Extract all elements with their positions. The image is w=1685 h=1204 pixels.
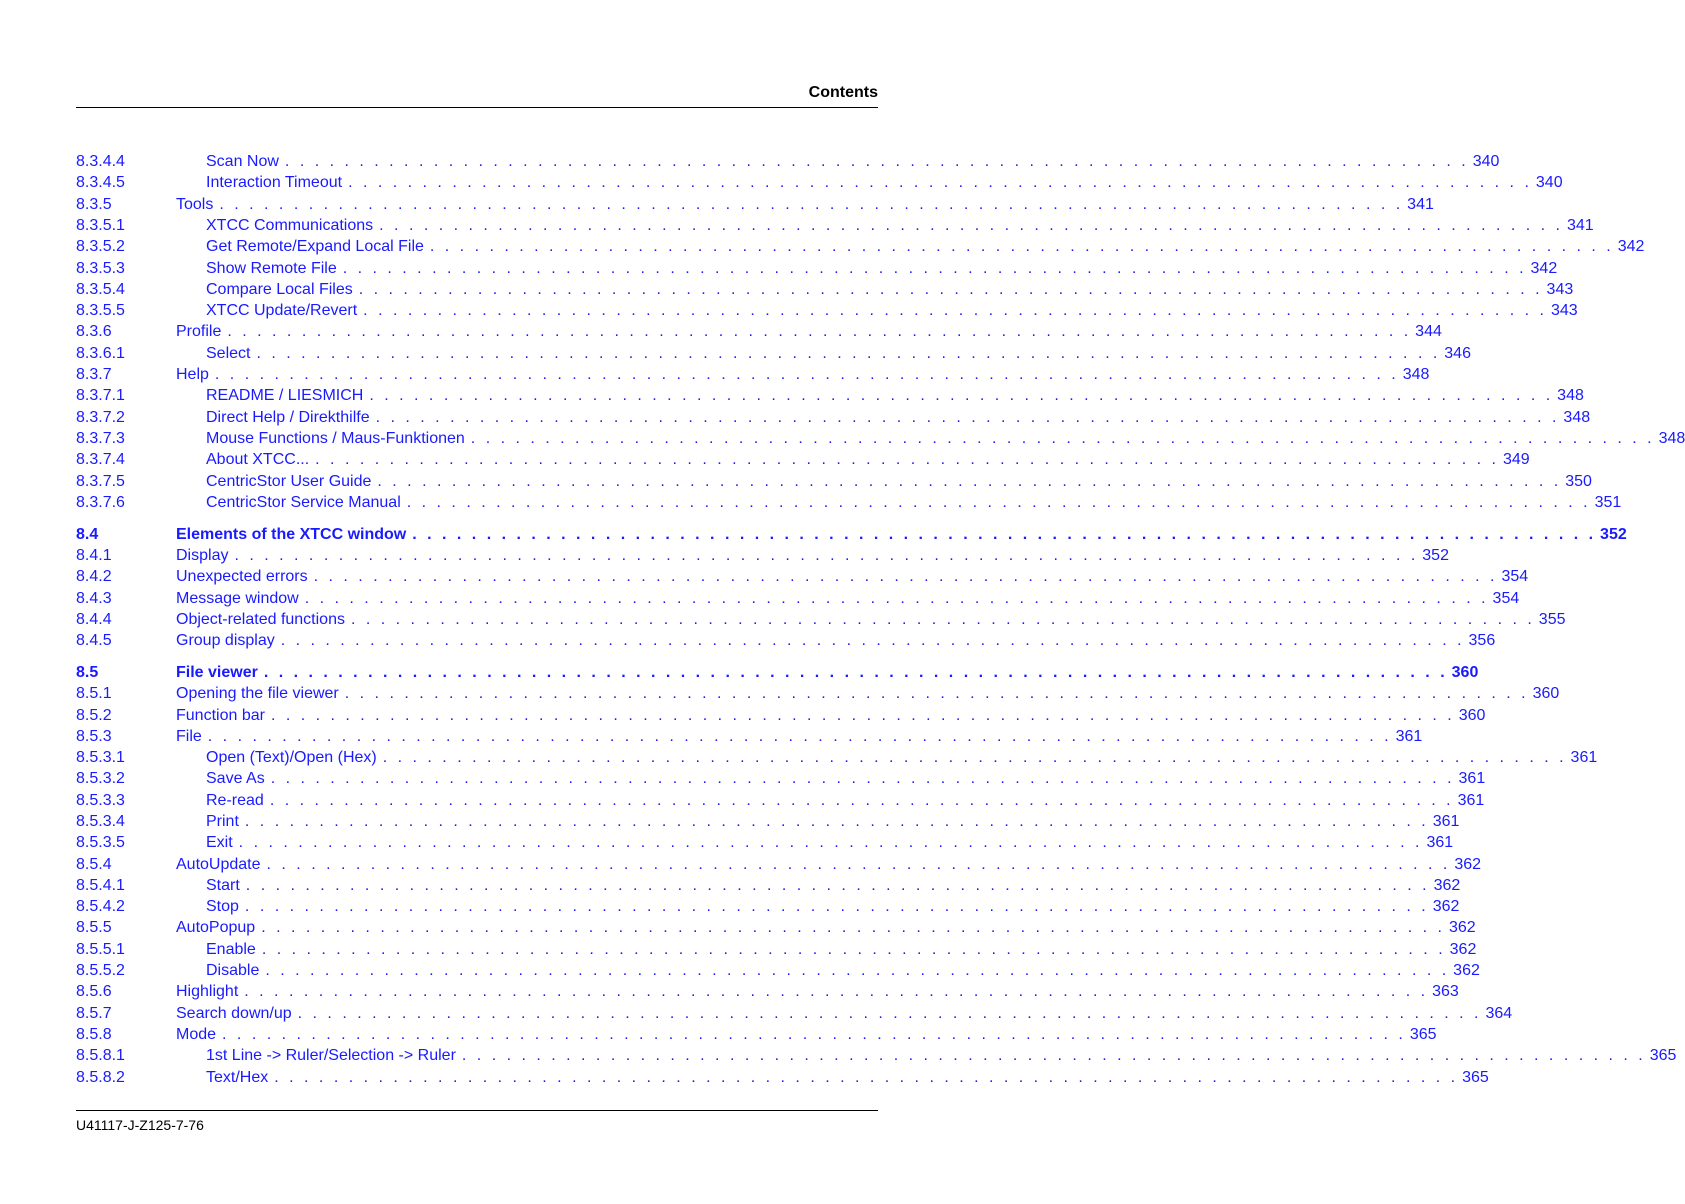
toc-row [0, 173, 1563, 193]
toc-dot-leader: . . . . . . . . . . . . . . . . . . . . . . . . . . . . . . . . . . . . . . . . . . . . . . . . . . . . . . . . . . . . . . . . . . . . . . . . . . . . . . . . [406, 494, 1591, 511]
page-header-title: Contents [808, 84, 878, 101]
toc-dot-leader: . . . . . . . . . . . . . . . . . . . . . . . . . . . . . . . . . . . . . . . . . . . . . . . . . . . . . . . . . . . . . . . . . . . . . . . . . . . . . . . . [214, 366, 1399, 383]
toc-entry-link[interactable] [206, 876, 1461, 896]
toc-entry-title: Get Remote/Expand Local File [206, 238, 424, 255]
toc-entry-page: 361 [1395, 728, 1423, 745]
toc-row [0, 1068, 1489, 1088]
toc-entry-link[interactable] [206, 791, 1485, 811]
toc-entry-link[interactable] [176, 610, 1566, 630]
toc-dot-leader: . . . . . . . . . . . . . . . . . . . . . . . . . . . . . . . . . . . . . . . . . . . . . . . . . . . . . . . . . . . . . . . . . . . . . . . . . . . . . . . . [270, 770, 1455, 787]
toc-entry-page: 364 [1485, 1005, 1513, 1022]
toc-row [0, 727, 1423, 747]
toc-entry-page: 362 [1432, 898, 1460, 915]
toc-entry-page: 363 [1432, 983, 1459, 1000]
toc-entry-number[interactable]: 8.4.4 [76, 611, 112, 628]
toc-entry-link[interactable] [206, 280, 1574, 300]
toc-entry-link[interactable] [206, 216, 1594, 236]
toc-entry-number[interactable]: 8.5.5.1 [76, 941, 125, 958]
toc-dot-leader: . . . . . . . . . . . . . . . . . . . . . . . . . . . . . . . . . . . . . . . . . . . . . . . . . . . . . . . . . . . . . . . . . . . . . . . . . . . . . . . . [244, 813, 1429, 830]
toc-entry-title: Text/Hex [206, 1069, 269, 1086]
toc-entry-page: 349 [1502, 451, 1530, 468]
toc-row [0, 301, 1578, 321]
toc-entry-title: CentricStor Service Manual [206, 494, 401, 511]
toc-row [0, 918, 1476, 938]
toc-entry-link[interactable] [176, 1025, 1437, 1045]
toc-entry-title: Display [176, 547, 229, 564]
toc-entry-page: 342 [1617, 238, 1645, 255]
toc-row [0, 493, 1622, 513]
toc-entry-page: 361 [1457, 792, 1485, 809]
toc-entry-number[interactable]: 8.4.1 [76, 547, 112, 564]
toc-row [0, 855, 1482, 875]
toc-entry-title: Highlight [176, 983, 239, 1000]
toc-entry-title: Tools [176, 196, 214, 213]
toc-entry-link[interactable] [206, 152, 1500, 172]
toc-entry-number[interactable]: 8.3.5 [76, 196, 112, 213]
toc-entry-title: AutoPopup [176, 919, 256, 936]
toc-entry-number[interactable]: 8.5.6 [76, 983, 112, 1000]
toc-entry-page: 356 [1468, 632, 1496, 649]
toc-entry-page: 348 [1557, 387, 1584, 404]
toc-row [0, 812, 1460, 832]
toc-entry-title: Select [206, 345, 251, 362]
toc-dot-leader: . . . . . . . . . . . . . . . . . . . . . . . . . . . . . . . . . . . . . . . . . . . . . . . . . . . . . . . . . . . . . . . . . . . . . . . . . . . . . . . . [429, 238, 1614, 255]
toc-entry-page: 352 [1422, 547, 1449, 564]
toc-entry-number[interactable]: 8.5.3.5 [76, 834, 125, 851]
toc-row [0, 322, 1442, 342]
toc-row [0, 472, 1592, 492]
toc-entry-title: Show Remote File [206, 260, 337, 277]
toc-entry-page: 365 [1462, 1069, 1489, 1086]
toc-entry-page: 344 [1415, 323, 1442, 340]
toc-entry-title: Open (Text)/Open (Hex) [206, 749, 377, 766]
toc-entry-number[interactable]: 8.5.8.2 [76, 1069, 125, 1086]
toc-row [0, 567, 1529, 587]
toc-row [0, 344, 1471, 364]
toc-dot-leader: . . . . . . . . . . . . . . . . . . . . . . . . . . . . . . . . . . . . . . . . . . . . . . . . . . . . . . . . . . . . . . . . . . . . . . . . . . . . . . . . [270, 707, 1455, 724]
toc-row [0, 833, 1454, 853]
toc-dot-leader: . . . . . . . . . . . . . . . . . . . . . . . . . . . . . . . . . . . . . . . . . . . . . . . . . . . . . . . . . . . . . . . . . . . . . . . . . . . . . . . . [269, 792, 1454, 809]
toc-entry-link[interactable] [206, 259, 1558, 279]
toc-entry-number[interactable]: 8.3.5.1 [76, 217, 125, 234]
toc-entry-page: 362 [1433, 877, 1461, 894]
toc-entry-title: Re-read [206, 792, 264, 809]
toc-dot-leader: . . . . . . . . . . . . . . . . . . . . . . . . . . . . . . . . . . . . . . . . . . . . . . . . . . . . . . . . . . . . . . . . . . . . . . . . . . . . . . . . [304, 590, 1489, 607]
toc-row [0, 259, 1558, 279]
toc-entry-link[interactable] [206, 429, 1685, 449]
toc-entry-number[interactable]: 8.3.5.4 [76, 281, 125, 298]
toc-dot-leader: . . . . . . . . . . . . . . . . . . . . . . . . . . . . . . . . . . . . . . . . . . . . . . . . . . . . . . . . . . . . . . . . . . . . . . . . . . . . . . . . [382, 749, 1567, 766]
toc-entry-number[interactable]: 8.3.5.5 [76, 302, 125, 319]
toc-entry-link[interactable] [206, 408, 1591, 428]
toc-entry-title: 1st Line -> Ruler/Selection -> Ruler [206, 1047, 456, 1064]
toc-entry-title: Save As [206, 770, 265, 787]
toc-row [0, 450, 1530, 470]
toc-dot-leader: . . . . . . . . . . . . . . . . . . . . . . . . . . . . . . . . . . . . . . . . . . . . . . . . . . . . . . . . . . . . . . . . . . . . . . . . . . . . . . . . [342, 260, 1527, 277]
toc-entry-number[interactable]: 8.5.3 [76, 728, 112, 745]
toc-entry-title: Function bar [176, 707, 265, 724]
toc-dot-leader: . . . . . . . . . . . . . . . . . . . . . . . . . . . . . . . . . . . . . . . . . . . . . . . . . . . . . . . . . . . . . . . . . . . . . . . . . . . . . . . . [470, 430, 1655, 447]
toc-entry-title: Message window [176, 590, 299, 607]
toc-dot-leader: . . . . . . . . . . . . . . . . . . . . . . . . . . . . . . . . . . . . . . . . . . . . . . . . . . . . . . . . . . . . . . . . . . . . . . . . . . . . . . . . [244, 898, 1429, 915]
toc-entry-title: Unexpected errors [176, 568, 308, 585]
toc-entry-number[interactable]: 8.3.7.1 [76, 387, 125, 404]
toc-entry-link[interactable] [176, 567, 1529, 587]
toc-entry-title: Help [176, 366, 209, 383]
toc-dot-leader: . . . . . . . . . . . . . . . . . . . . . . . . . . . . . . . . . . . . . . . . . . . . . . . . . . . . . . . . . . . . . . . . . . . . . . . . . . . . . . . . [265, 962, 1450, 979]
toc-entry-number[interactable]: 8.5.3.4 [76, 813, 125, 830]
toc-entry-link[interactable] [176, 322, 1442, 342]
toc-entry-link[interactable] [176, 727, 1423, 747]
toc-entry-page: 360 [1458, 707, 1486, 724]
toc-entry-link[interactable] [176, 631, 1496, 651]
toc-entry-link[interactable] [206, 748, 1598, 768]
toc-entry-number[interactable]: 8.3.7.5 [76, 473, 125, 490]
toc-entry-page: 346 [1444, 345, 1471, 362]
toc-entry-link[interactable] [176, 589, 1520, 609]
toc-entry-title: File viewer [176, 664, 258, 681]
toc-entry-title: Opening the file viewer [176, 685, 339, 702]
toc-entry-link[interactable] [206, 301, 1578, 321]
toc-row [0, 365, 1430, 385]
toc-entry-title: AutoUpdate [176, 856, 261, 873]
toc-entry-link[interactable] [176, 918, 1476, 938]
toc-entry-link[interactable] [206, 940, 1477, 960]
toc-entry-page: 361 [1426, 834, 1454, 851]
toc-row [0, 1046, 1677, 1066]
toc-entry-page: 362 [1449, 941, 1477, 958]
toc-entry-title: XTCC Update/Revert [206, 302, 358, 319]
toc-entry-number[interactable]: 8.5.3.1 [76, 749, 125, 766]
toc-entry-title: Stop [206, 898, 239, 915]
toc-entry-link[interactable] [176, 982, 1459, 1002]
toc-entry-page: 361 [1570, 749, 1598, 766]
toc-dot-leader: . . . . . . . . . . . . . . . . . . . . . . . . . . . . . . . . . . . . . . . . . . . . . . . . . . . . . . . . . . . . . . . . . . . . . . . . . . . . . . . . [245, 877, 1430, 894]
toc-dot-leader: . . . . . . . . . . . . . . . . . . . . . . . . . . . . . . . . . . . . . . . . . . . . . . . . . . . . . . . . . . . . . . . . . . . . . . . . . . . . . . . . [219, 196, 1404, 213]
toc-dot-leader: . . . . . . . . . . . . . . . . . . . . . . . . . . . . . . . . . . . . . . . . . . . . . . . . . . . . . . . . . . . . . . . . . . . . . . . . . . . . . . . . [280, 632, 1465, 649]
toc-row [0, 152, 1500, 172]
toc-entry-page: 343 [1546, 281, 1574, 298]
toc-entry-number[interactable]: 8.3.7.6 [76, 494, 125, 511]
toc-dot-leader: . . . . . . . . . . . . . . . . . . . . . . . . . . . . . . . . . . . . . . . . . . . . . . . . . . . . . . . . . . . . . . . . . . . . . . . . . . . . . . . . [261, 941, 1446, 958]
toc-row [0, 195, 1434, 215]
toc-entry-title: Exit [206, 834, 233, 851]
toc-dot-leader: . . . . . . . . . . . . . . . . . . . . . . . . . . . . . . . . . . . . . . . . . . . . . . . . . . . . . . . . . . . . . . . . . . . . . . . . . . . . . . . . [344, 685, 1529, 702]
toc-entry-page: 348 [1563, 409, 1591, 426]
toc-row [0, 525, 1627, 545]
toc-dot-leader: . . . . . . . . . . . . . . . . . . . . . . . . . . . . . . . . . . . . . . . . . . . . . . . . . . . . . . . . . . . . . . . . . . . . . . . . . . . . . . . . [377, 473, 1562, 490]
toc-entry-link[interactable] [176, 855, 1482, 875]
toc-entry-title: XTCC Communications [206, 217, 374, 234]
toc-entry-number[interactable]: 8.4 [76, 526, 99, 543]
toc-entry-title: File [176, 728, 202, 745]
toc-dot-leader: . . . . . . . . . . . . . . . . . . . . . . . . . . . . . . . . . . . . . . . . . . . . . . . . . . . . . . . . . . . . . . . . . . . . . . . . . . . . . . . . [238, 834, 1423, 851]
toc-dot-leader: . . . . . . . . . . . . . . . . . . . . . . . . . . . . . . . . . . . . . . . . . . . . . . . . . . . . . . . . . . . . . . . . . . . . . . . . . . . . . . . . [234, 547, 1419, 564]
toc-dot-leader: . . . . . . . . . . . . . . . . . . . . . . . . . . . . . . . . . . . . . . . . . . . . . . . . . . . . . . . . . . . . . . . . . . . . . . . . . . . . . . . . [313, 568, 1498, 585]
toc-dot-leader: . . . . . . . . . . . . . . . . . . . . . . . . . . . . . . . . . . . . . . . . . . . . . . . . . . . . . . . . . . . . . . . . . . . . . . . . . . . . . . . . [274, 1069, 1459, 1086]
toc-entry-number[interactable]: 8.5.7 [76, 1005, 112, 1022]
toc-entry-title: Profile [176, 323, 222, 340]
toc-dot-leader: . . . . . . . . . . . . . . . . . . . . . . . . . . . . . . . . . . . . . . . . . . . . . . . . . . . . . . . . . . . . . . . . . . . . . . . . . . . . . . . . [222, 1026, 1406, 1043]
toc-row [0, 589, 1520, 609]
toc-entry-page: 342 [1530, 260, 1558, 277]
toc-row [0, 791, 1485, 811]
toc-row [0, 280, 1574, 300]
toc-entry-number[interactable]: 8.3.4.4 [76, 153, 125, 170]
toc-entry-number[interactable]: 8.3.5.2 [76, 238, 125, 255]
toc-row [0, 408, 1591, 428]
toc-dot-leader: . . . . . . . . . . . . . . . . . . . . . . . . . . . . . . . . . . . . . . . . . . . . . . . . . . . . . . . . . . . . . . . . . . . . . . . . . . . . . . . . [263, 664, 1448, 681]
toc-entry-page: 360 [1451, 664, 1479, 681]
toc-dot-leader: . . . . . . . . . . . . . . . . . . . . . . . . . . . . . . . . . . . . . . . . . . . . . . . . . . . . . . . . . . . . . . . . . . . . . . . . . . . . . . . . [261, 919, 1445, 936]
toc-entry-page: 355 [1538, 611, 1566, 628]
header-divider [76, 107, 878, 108]
toc-row [0, 663, 1479, 683]
toc-entry-number[interactable]: 8.5.8 [76, 1026, 112, 1043]
toc-entry-number[interactable]: 8.5.4.2 [76, 898, 125, 915]
toc-entry-number[interactable]: 8.5.2 [76, 707, 112, 724]
toc-row [0, 237, 1645, 257]
toc-dot-leader: . . . . . . . . . . . . . . . . . . . . . . . . . . . . . . . . . . . . . . . . . . . . . . . . . . . . . . . . . . . . . . . . . . . . . . . . . . . . . . . . [284, 153, 1469, 170]
toc-dot-leader: . . . . . . . . . . . . . . . . . . . . . . . . . . . . . . . . . . . . . . . . . . . . . . . . . . . . . . . . . . . . . . . . . . . . . . . . . . . . . . . . [348, 174, 1532, 191]
toc-entry-page: 341 [1407, 196, 1434, 213]
toc-entry-link[interactable] [206, 344, 1471, 364]
toc-dot-leader: . . . . . . . . . . . . . . . . . . . . . . . . . . . . . . . . . . . . . . . . . . . . . . . . . . . . . . . . . . . . . . . . . . . . . . . . . . . . . . . . [297, 1005, 1482, 1022]
toc-entry-title: CentricStor User Guide [206, 473, 372, 490]
toc-entry-number[interactable]: 8.5.5.2 [76, 962, 125, 979]
toc-entry-number[interactable]: 8.4.3 [76, 590, 112, 607]
toc-entry-page: 350 [1565, 473, 1592, 490]
toc-row [0, 769, 1486, 789]
toc-entry-link[interactable] [206, 961, 1480, 981]
toc-entry-page: 341 [1566, 217, 1594, 234]
toc-entry-page: 340 [1472, 153, 1500, 170]
toc-entry-number[interactable]: 8.4.2 [76, 568, 112, 585]
toc-row [0, 982, 1459, 1002]
toc-entry-page: 348 [1402, 366, 1430, 383]
toc-dot-leader: . . . . . . . . . . . . . . . . . . . . . . . . . . . . . . . . . . . . . . . . . . . . . . . . . . . . . . . . . . . . . . . . . . . . . . . . . . . . . . . . [363, 302, 1547, 319]
toc-row [0, 216, 1594, 236]
toc-entry-link[interactable] [176, 1004, 1513, 1024]
toc-entry-page: 365 [1409, 1026, 1437, 1043]
toc-entry-page: 360 [1532, 685, 1560, 702]
toc-entry-title: Mode [176, 1026, 217, 1043]
toc-entry-link[interactable] [206, 173, 1563, 193]
toc-entry-title: Scan Now [206, 153, 279, 170]
footer-divider [76, 1110, 878, 1111]
toc-entry-page: 340 [1535, 174, 1563, 191]
toc-entry-page: 352 [1600, 526, 1627, 543]
toc-dot-leader: . . . . . . . . . . . . . . . . . . . . . . . . . . . . . . . . . . . . . . . . . . . . . . . . . . . . . . . . . . . . . . . . . . . . . . . . . . . . . . . . [461, 1047, 1646, 1064]
document-id: U41117-J-Z125-7-76 [76, 1117, 204, 1133]
toc-entry-link[interactable] [176, 195, 1434, 215]
toc-entry-number[interactable]: 8.5 [76, 664, 99, 681]
toc-entry-link[interactable] [206, 386, 1584, 406]
toc-entry-number[interactable]: 8.3.5.3 [76, 260, 125, 277]
toc-row [0, 897, 1460, 917]
toc-row [0, 961, 1480, 981]
toc-entry-title: README / LIESMICH [206, 387, 364, 404]
toc-dot-leader: . . . . . . . . . . . . . . . . . . . . . . . . . . . . . . . . . . . . . . . . . . . . . . . . . . . . . . . . . . . . . . . . . . . . . . . . . . . . . . . . [207, 728, 1392, 745]
toc-entry-title: Start [206, 877, 240, 894]
toc-entry-page: 361 [1458, 770, 1486, 787]
toc-entry-number[interactable]: 8.5.4 [76, 856, 112, 873]
toc-entry-link[interactable] [206, 812, 1460, 832]
toc-row [0, 940, 1477, 960]
toc-entry-number[interactable]: 8.3.7.2 [76, 409, 125, 426]
toc-entry-number[interactable]: 8.5.3.3 [76, 792, 125, 809]
toc-dot-leader: . . . . . . . . . . . . . . . . . . . . . . . . . . . . . . . . . . . . . . . . . . . . . . . . . . . . . . . . . . . . . . . . . . . . . . . . . . . . . . . . [266, 856, 1451, 873]
toc-entry-link[interactable] [176, 365, 1430, 385]
toc-entry-title: Elements of the XTCC window [176, 526, 407, 543]
toc-row [0, 706, 1486, 726]
toc-entry-page: 354 [1492, 590, 1520, 607]
toc-dot-leader: . . . . . . . . . . . . . . . . . . . . . . . . . . . . . . . . . . . . . . . . . . . . . . . . . . . . . . . . . . . . . . . . . . . . . . . . . . . . . . . . [369, 387, 1554, 404]
toc-entry-number[interactable]: 8.3.6.1 [76, 345, 125, 362]
toc-entry-title: Group display [176, 632, 275, 649]
toc-entry-page: 362 [1449, 919, 1476, 936]
toc-dot-leader: . . . . . . . . . . . . . . . . . . . . . . . . . . . . . . . . . . . . . . . . . . . . . . . . . . . . . . . . . . . . . . . . . . . . . . . . . . . . . . . . [227, 323, 1412, 340]
toc-entry-link[interactable] [206, 769, 1486, 789]
toc-entry-link[interactable] [176, 706, 1486, 726]
toc-entry-link[interactable] [206, 1046, 1677, 1066]
toc-entry-link[interactable] [206, 493, 1622, 513]
toc-entry-link[interactable] [206, 897, 1460, 917]
toc-entry-number[interactable]: 8.4.5 [76, 632, 112, 649]
toc-entry-page: 361 [1432, 813, 1460, 830]
toc-entry-number[interactable]: 8.3.7.4 [76, 451, 125, 468]
toc-entry-title: Interaction Timeout [206, 174, 343, 191]
toc-entry-title: Direct Help / Direkthilfe [206, 409, 370, 426]
toc-dot-leader: . . . . . . . . . . . . . . . . . . . . . . . . . . . . . . . . . . . . . . . . . . . . . . . . . . . . . . . . . . . . . . . . . . . . . . . . . . . . . . . . [350, 611, 1535, 628]
toc-entry-link[interactable] [206, 237, 1645, 257]
toc-row [0, 1004, 1513, 1024]
toc-dot-leader: . . . . . . . . . . . . . . . . . . . . . . . . . . . . . . . . . . . . . . . . . . . . . . . . . . . . . . . . . . . . . . . . . . . . . . . . . . . . . . . . [358, 281, 1543, 298]
toc-row [0, 876, 1461, 896]
toc-entry-number[interactable]: 8.5.4.1 [76, 877, 125, 894]
toc-entry-link[interactable] [176, 546, 1449, 566]
toc-entry-title: Mouse Functions / Maus-Funktionen [206, 430, 465, 447]
toc-dot-leader: . . . . . . . . . . . . . . . . . . . . . . . . . . . . . . . . . . . . . . . . . . . . . . . . . . . . . . . . . . . . . . . . . . . . . . . . . . . . . . . . [244, 983, 1429, 1000]
toc-dot-leader: . . . . . . . . . . . . . . . . . . . . . . . . . . . . . . . . . . . . . . . . . . . . . . . . . . . . . . . . . . . . . . . . . . . . . . . . . . . . . . . . [256, 345, 1441, 362]
toc-entry-link[interactable] [206, 833, 1454, 853]
toc-entry-link[interactable] [206, 472, 1592, 492]
toc-entry-title: Enable [206, 941, 256, 958]
toc-entry-page: 343 [1550, 302, 1578, 319]
toc-dot-leader: . . . . . . . . . . . . . . . . . . . . . . . . . . . . . . . . . . . . . . . . . . . . . . . . . . . . . . . . . . . . . . . . . . . . . . . . . . . . . . . . [315, 451, 1499, 468]
toc-entry-title: Search down/up [176, 1005, 292, 1022]
toc-entry-title: About XTCC... [206, 451, 310, 468]
toc-entry-page: 351 [1594, 494, 1622, 511]
toc-entry-page: 362 [1453, 962, 1480, 979]
toc-entry-link[interactable] [176, 684, 1560, 704]
toc-entry-link[interactable] [176, 525, 1627, 545]
toc-entry-title: Compare Local Files [206, 281, 353, 298]
toc-entry-number[interactable]: 8.3.4.5 [76, 174, 125, 191]
toc-entry-link[interactable] [206, 1068, 1489, 1088]
toc-row [0, 1025, 1437, 1045]
toc-entry-number[interactable]: 8.3.7.3 [76, 430, 125, 447]
toc-entry-link[interactable] [176, 663, 1479, 683]
toc-dot-leader: . . . . . . . . . . . . . . . . . . . . . . . . . . . . . . . . . . . . . . . . . . . . . . . . . . . . . . . . . . . . . . . . . . . . . . . . . . . . . . . . [375, 409, 1560, 426]
toc-row [0, 631, 1496, 651]
toc-entry-page: 348 [1658, 430, 1685, 447]
toc-entry-page: 354 [1501, 568, 1529, 585]
toc-entry-number[interactable]: 8.3.7 [76, 366, 112, 383]
toc-entry-number[interactable]: 8.5.3.2 [76, 770, 125, 787]
toc-row [0, 546, 1449, 566]
toc-row [0, 684, 1560, 704]
toc-row [0, 748, 1598, 768]
toc-entry-number[interactable]: 8.5.5 [76, 919, 112, 936]
toc-row [0, 610, 1566, 630]
toc-entry-link[interactable] [206, 450, 1530, 470]
toc-entry-number[interactable]: 8.3.6 [76, 323, 112, 340]
toc-entry-number[interactable]: 8.5.1 [76, 685, 112, 702]
toc-entry-title: Disable [206, 962, 260, 979]
toc-entry-title: Object-related functions [176, 611, 345, 628]
toc-entry-page: 365 [1649, 1047, 1677, 1064]
toc-dot-leader: . . . . . . . . . . . . . . . . . . . . . . . . . . . . . . . . . . . . . . . . . . . . . . . . . . . . . . . . . . . . . . . . . . . . . . . . . . . . . . . . [412, 526, 1597, 543]
toc-entry-number[interactable]: 8.5.8.1 [76, 1047, 125, 1064]
toc-entry-page: 362 [1454, 856, 1482, 873]
toc-entry-title: Print [206, 813, 239, 830]
toc-row [0, 386, 1584, 406]
toc-dot-leader: . . . . . . . . . . . . . . . . . . . . . . . . . . . . . . . . . . . . . . . . . . . . . . . . . . . . . . . . . . . . . . . . . . . . . . . . . . . . . . . . [379, 217, 1563, 234]
toc-row [0, 429, 1685, 449]
